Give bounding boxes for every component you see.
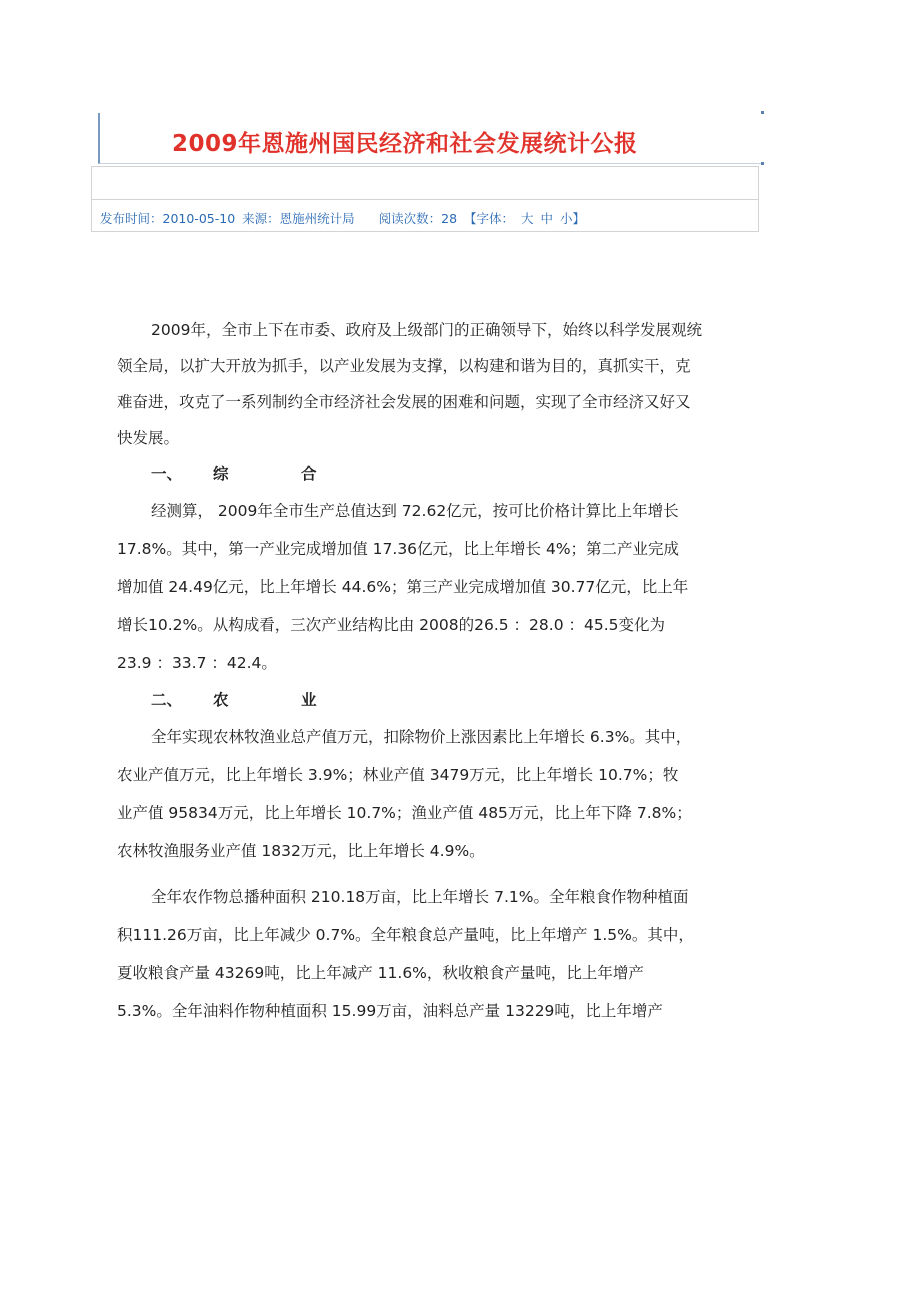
article-body [117, 312, 760, 1030]
divider [92, 199, 758, 200]
page-title: 2009年恩施州国民经济和社会发展统计公报 [172, 131, 638, 157]
font-size-large-link[interactable]: 大 [521, 211, 534, 226]
corner-mark [761, 162, 764, 165]
paragraph-line: 全年农作物总播种面积 210.18万亩，比上年增长 7.1%。全年粮食作物种植面 [151, 888, 689, 906]
paragraph-line: 积111.26万亩，比上年减少 0.7%。全年粮食总产量吨，比上年增产 1.5%。其中， [117, 926, 694, 944]
paragraph-line: 经测算， 2009年全市生产总值达到 72.62亿元，按可比价格计算比上年增长 [151, 502, 679, 520]
paragraph-line: 增长10.2%。从构成看，三次产业结构比由 2008的26.5 ：28.0 ：45.5变化为 [117, 616, 666, 634]
corner-mark [761, 111, 764, 114]
paragraph-line: 夏收粮食产量 43269吨，比上年减产 11.6%，秋收粮食产量吨，比上年增产 [117, 964, 644, 982]
paragraph-line: 17.8%。其中，第一产业完成增加值 17.36亿元，比上年增长 4%；第二产业完成 [117, 540, 680, 558]
paragraph-line: 增加值 24.49亿元，比上年增长 44.6%；第三产业完成增加值 30.77亿元，比上年 [117, 578, 689, 596]
paragraph-line: 农业产值万元，比上年增长 3.9%；林业产值 3479万元，比上年增长 10.7%；牧 [117, 766, 679, 784]
read-count: 阅读次数：28 [378, 211, 458, 226]
section-heading: 二、 农 业 [151, 691, 317, 709]
font-size-medium-link[interactable]: 中 [540, 211, 554, 226]
paragraph-line: 领全局，以扩大开放为抓手，以产业发展为支撑，以构建和谐为目的，真抓实干，克 [117, 357, 691, 375]
paragraph-line: 农林牧渔服务业产值 1832万元，比上年增长 4.9%。 [117, 842, 485, 860]
paragraph-line: 全年实现农林牧渔业总产值万元，扣除物价上涨因素比上年增长 6.3%。其中， [151, 728, 692, 746]
source: 来源：恩施州统计局 [242, 211, 355, 226]
paragraph-line: 5.3%。全年油料作物种植面积 15.99万亩，油料总产量 13229吨，比上年增产 [117, 1002, 663, 1020]
paragraph-line: 难奋进，攻克了一系列制约全市经济社会发展的困难和问题，实现了全市经济又好又 [117, 393, 691, 411]
paragraph-line: 2009年，全市上下在市委、政府及上级部门的正确领导下，始终以科学发展观统 [151, 321, 702, 339]
title-box [98, 113, 762, 164]
paragraph-line: 23.9 ：33.7 ：42.4。 [117, 654, 277, 672]
article-meta [100, 209, 588, 227]
paragraph-line: 业产值 95834万元，比上年增长 10.7%；渔业产值 485万元，比上年下降 7.8%； [117, 804, 692, 822]
publish-time: 发布时间：2010-05-10 [100, 211, 236, 226]
section-heading: 一、 综 合 [151, 465, 317, 483]
paragraph-line: 快发展。 [117, 429, 180, 447]
font-size-label: 【字体： [464, 211, 515, 226]
font-size-small-link[interactable]: 小】 [560, 211, 586, 226]
meta-box [91, 166, 759, 232]
